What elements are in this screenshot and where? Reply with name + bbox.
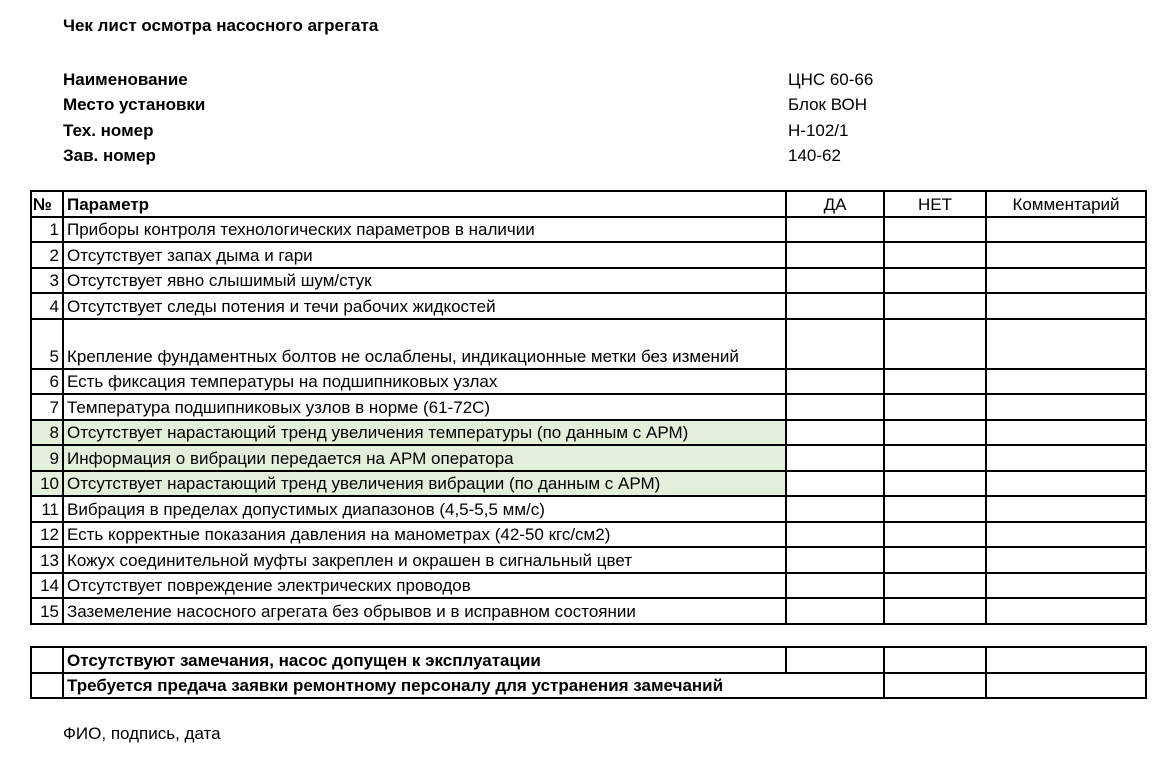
signature-line: ФИО, подпись, дата bbox=[63, 724, 221, 743]
no-cell[interactable] bbox=[884, 445, 986, 471]
no-cell[interactable] bbox=[884, 673, 986, 699]
column-header-num: № bbox=[31, 191, 63, 217]
no-cell[interactable] bbox=[884, 420, 986, 446]
row-number: 15 bbox=[31, 598, 63, 624]
no-cell[interactable] bbox=[884, 268, 986, 294]
info-label: Место установки bbox=[63, 95, 206, 115]
no-cell[interactable] bbox=[884, 647, 986, 673]
table-row bbox=[31, 293, 1146, 319]
checklist-table bbox=[30, 190, 1147, 625]
row-parameter: Вибрация в пределах допустимых диапазонов (4,5-5,5 мм/с) bbox=[63, 496, 786, 522]
row-number: 2 bbox=[31, 242, 63, 268]
comment-cell[interactable] bbox=[986, 496, 1146, 522]
no-cell[interactable] bbox=[884, 598, 986, 624]
row-parameter: Отсутствует нарастающий тренд увеличения вибрации (по данным с АРМ) bbox=[63, 471, 786, 497]
row-parameter: Заземеление насосного агрегата без обрывов и в исправном состоянии bbox=[63, 598, 786, 624]
table-row bbox=[31, 319, 1146, 369]
page-title: Чек лист осмотра насосного агрегата bbox=[63, 16, 379, 35]
row-number: 14 bbox=[31, 573, 63, 599]
row-parameter: Отсутствует нарастающий тренд увеличения температуры (по данным с АРМ) bbox=[63, 420, 786, 446]
yes-cell[interactable] bbox=[786, 598, 884, 624]
row-parameter: Есть корректные показания давления на манометрах (42-50 кгс/см2) bbox=[63, 522, 786, 548]
no-cell[interactable] bbox=[884, 242, 986, 268]
comment-cell[interactable] bbox=[986, 573, 1146, 599]
table-row-highlighted bbox=[31, 471, 1146, 497]
table-row-highlighted bbox=[31, 445, 1146, 471]
comment-cell[interactable] bbox=[986, 293, 1146, 319]
row-parameter: Крепление фундаментных болтов не ослаблены, индикационные метки без измений bbox=[63, 319, 786, 369]
row-number: 5 bbox=[31, 319, 63, 369]
summary-text: Требуется предача заявки ремонтному персоналу для устранения замечаний bbox=[63, 673, 884, 699]
row-number: 1 bbox=[31, 217, 63, 243]
column-header-no: НЕТ bbox=[884, 191, 986, 217]
column-header-param: Параметр bbox=[63, 191, 786, 217]
info-value: Блок ВОН bbox=[788, 95, 867, 115]
table-row bbox=[31, 242, 1146, 268]
yes-cell[interactable] bbox=[786, 522, 884, 548]
yes-cell[interactable] bbox=[786, 573, 884, 599]
info-label: Наименование bbox=[63, 69, 188, 89]
row-parameter: Есть фиксация температуры на подшипниковых узлах bbox=[63, 369, 786, 395]
summary-table bbox=[30, 646, 1147, 699]
info-row-serial-number bbox=[63, 144, 963, 170]
summary-row bbox=[31, 673, 1146, 699]
table-row bbox=[31, 598, 1146, 624]
comment-cell[interactable] bbox=[986, 471, 1146, 497]
yes-cell[interactable] bbox=[786, 394, 884, 420]
row-number: 7 bbox=[31, 394, 63, 420]
row-parameter: Приборы контроля технологических параметров в наличии bbox=[63, 217, 786, 243]
table-row bbox=[31, 573, 1146, 599]
table-row bbox=[31, 522, 1146, 548]
comment-cell[interactable] bbox=[986, 673, 1146, 699]
table-row bbox=[31, 268, 1146, 294]
row-parameter: Отсутствует запах дыма и гари bbox=[63, 242, 786, 268]
comment-cell[interactable] bbox=[986, 598, 1146, 624]
row-parameter: Отсутствует следы потения и течи рабочих жидкостей bbox=[63, 293, 786, 319]
yes-cell[interactable] bbox=[786, 547, 884, 573]
info-value: ЦНС 60-66 bbox=[788, 69, 874, 89]
no-cell[interactable] bbox=[884, 217, 986, 243]
info-value: Н-102/1 bbox=[788, 120, 849, 140]
comment-cell[interactable] bbox=[986, 242, 1146, 268]
row-number: 6 bbox=[31, 369, 63, 395]
yes-cell[interactable] bbox=[786, 268, 884, 294]
table-row-highlighted bbox=[31, 420, 1146, 446]
no-cell[interactable] bbox=[884, 471, 986, 497]
info-row-name bbox=[63, 67, 963, 93]
comment-cell[interactable] bbox=[986, 394, 1146, 420]
yes-cell[interactable] bbox=[786, 369, 884, 395]
summary-row bbox=[31, 647, 1146, 673]
column-header-yes: ДА bbox=[786, 191, 884, 217]
info-label: Зав. номер bbox=[63, 146, 156, 166]
row-number: 3 bbox=[31, 268, 63, 294]
table-row bbox=[31, 547, 1146, 573]
no-cell[interactable] bbox=[884, 319, 986, 369]
no-cell[interactable] bbox=[884, 522, 986, 548]
no-cell[interactable] bbox=[884, 293, 986, 319]
row-parameter: Информация о вибрации передается на АРМ оператора bbox=[63, 445, 786, 471]
comment-cell[interactable] bbox=[986, 217, 1146, 243]
row-number: 4 bbox=[31, 293, 63, 319]
row-parameter: Отсутствует повреждение электрических проводов bbox=[63, 573, 786, 599]
summary-text: Отсутствуют замечания, насос допущен к эксплуатации bbox=[63, 647, 786, 673]
info-row-location bbox=[63, 93, 963, 119]
no-cell[interactable] bbox=[884, 547, 986, 573]
no-cell[interactable] bbox=[884, 496, 986, 522]
info-value: 140-62 bbox=[788, 146, 841, 166]
comment-cell[interactable] bbox=[986, 647, 1146, 673]
summary-checkbox-cell[interactable] bbox=[31, 673, 63, 699]
info-row-tech-number bbox=[63, 118, 963, 144]
yes-cell[interactable] bbox=[786, 445, 884, 471]
yes-cell[interactable] bbox=[786, 242, 884, 268]
table-row bbox=[31, 217, 1146, 243]
yes-cell[interactable] bbox=[786, 420, 884, 446]
row-number: 10 bbox=[31, 471, 63, 497]
row-parameter: Температура подшипниковых узлов в норме (61-72С) bbox=[63, 394, 786, 420]
comment-cell[interactable] bbox=[986, 319, 1146, 369]
row-number: 13 bbox=[31, 547, 63, 573]
row-number: 11 bbox=[31, 496, 63, 522]
column-header-comment: Комментарий bbox=[986, 191, 1146, 217]
row-parameter: Кожух соединительной муфты закреплен и окрашен в сигнальный цвет bbox=[63, 547, 786, 573]
summary-checkbox-cell[interactable] bbox=[31, 647, 63, 673]
comment-cell[interactable] bbox=[986, 522, 1146, 548]
yes-cell[interactable] bbox=[786, 319, 884, 369]
comment-cell[interactable] bbox=[986, 369, 1146, 395]
comment-cell[interactable] bbox=[986, 420, 1146, 446]
row-parameter: Отсутствует явно слышимый шум/стук bbox=[63, 268, 786, 294]
yes-cell[interactable] bbox=[786, 293, 884, 319]
no-cell[interactable] bbox=[884, 394, 986, 420]
comment-cell[interactable] bbox=[986, 547, 1146, 573]
yes-cell[interactable] bbox=[786, 496, 884, 522]
equipment-info bbox=[63, 67, 963, 169]
yes-cell[interactable] bbox=[786, 471, 884, 497]
row-number: 12 bbox=[31, 522, 63, 548]
row-number: 8 bbox=[31, 420, 63, 446]
comment-cell[interactable] bbox=[986, 268, 1146, 294]
no-cell[interactable] bbox=[884, 573, 986, 599]
table-row bbox=[31, 369, 1146, 395]
no-cell[interactable] bbox=[884, 369, 986, 395]
info-label: Тех. номер bbox=[63, 120, 154, 140]
comment-cell[interactable] bbox=[986, 445, 1146, 471]
table-row bbox=[31, 496, 1146, 522]
yes-cell[interactable] bbox=[786, 647, 884, 673]
yes-cell[interactable] bbox=[786, 217, 884, 243]
row-number: 9 bbox=[31, 445, 63, 471]
table-row bbox=[31, 394, 1146, 420]
table-header-row bbox=[31, 191, 1146, 217]
